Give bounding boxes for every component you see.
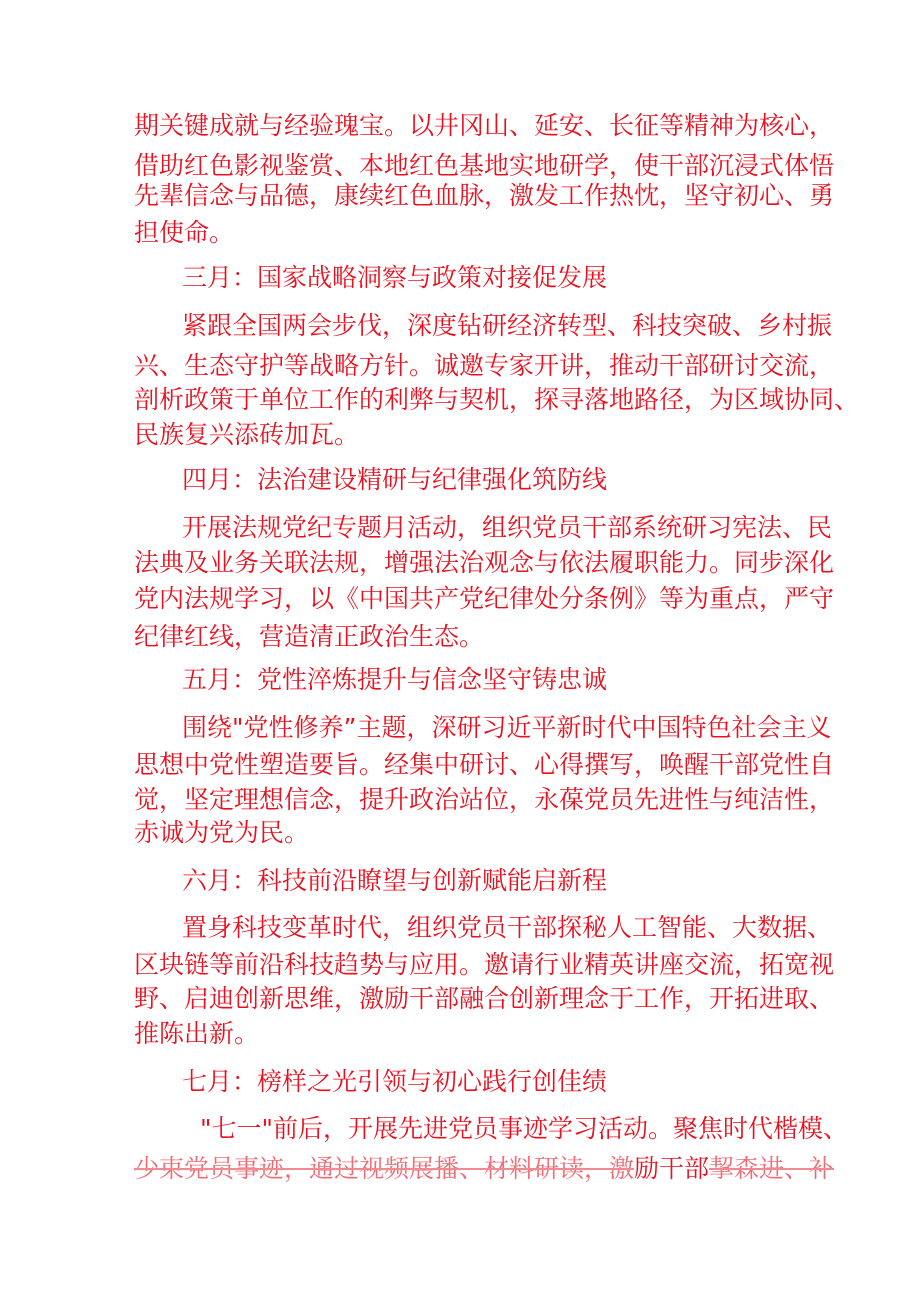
paragraph-line: "七一"前后，开展先进党员事迹学习活动。聚焦时代楷模、 <box>200 1114 849 1143</box>
paragraph-line-cut-off <box>134 1154 834 1184</box>
paragraph-line: 围绕"党性修养”主题，深研习近平新时代中国特色社会主义 <box>182 713 832 742</box>
emphasis-text: 励干部 <box>634 1154 710 1183</box>
paragraph-line: 赤诚为党为民。 <box>134 818 310 847</box>
paragraph-line: 先辈信念与品德，康续红色血脉，激发工作热忱，坚守初心、勇 <box>134 181 835 210</box>
paragraph-line: 推陈出新。 <box>134 1019 260 1048</box>
paragraph-line: 党内法规学习，以《中国共产党纪律处分条例》等为重点，严守 <box>134 584 835 613</box>
paragraph-line: 剖析政策于单位工作的利弊与契机，探寻落地路径，为区域协同、 <box>134 385 860 414</box>
section-heading-july: 七月：榜样之光引领与初心践行创佳绩 <box>182 1067 608 1096</box>
paragraph-line: 纪律红线，营造清正政治生态。 <box>134 622 485 651</box>
paragraph-line: 思想中党性塑造要旨。经集中研讨、心得撰写，唤醒干部党性自 <box>134 750 835 779</box>
struck-text: 挈森进、补 <box>709 1154 835 1183</box>
paragraph-line: 野、启迪创新思维，激励干部融合创新理念于工作，开拓进取、 <box>134 984 835 1013</box>
paragraph-line: 区块链等前沿科技趋势与应用。邀请行业精英讲座交流，拓宽视 <box>134 950 835 979</box>
paragraph-line: 置身科技变革时代，组织党员干部探秘人工智能、大数据、 <box>182 913 833 942</box>
paragraph-line: 法典及业务关联法规，增强法治观念与依法履职能力。同步深化 <box>134 548 835 577</box>
section-heading-june: 六月：科技前沿瞭望与创新赋能启新程 <box>182 866 608 895</box>
paragraph-line: 民族复兴添砖加瓦。 <box>134 420 360 449</box>
paragraph-line: 觉，坚定理想信念，提升政治站位，永葆党员先进性与纯洁性， <box>134 785 835 814</box>
section-heading-may: 五月：党性淬炼提升与信念坚守铸忠诚 <box>182 665 608 694</box>
paragraph-line: 兴、生态守护等战略方针。诚邀专家开讲，推动干部研讨交流， <box>134 351 835 380</box>
section-heading-march: 三月：国家战略洞察与政策对接促发展 <box>182 263 608 292</box>
paragraph-line: 期关键成就与经验瑰宝。以井冈山、延安、长征等精神为核心， <box>134 111 835 140</box>
paragraph-line: 担使命。 <box>134 218 235 247</box>
paragraph-line: 借助红色影视鉴赏、本地红色基地实地研学，使干部沉浸式体悟 <box>134 151 835 180</box>
struck-text: 少束党员事迹，通过视频展播、材料研读，激 <box>134 1154 635 1183</box>
paragraph-line: 紧跟全国两会步伐，深度钻研经济转型、科技突破、乡村振 <box>182 311 833 340</box>
paragraph-line: 开展法规党纪专题月活动，组织党员干部系统研习宪法、民 <box>182 513 833 542</box>
section-heading-april: 四月：法治建设精研与纪律强化筑防线 <box>182 465 608 494</box>
